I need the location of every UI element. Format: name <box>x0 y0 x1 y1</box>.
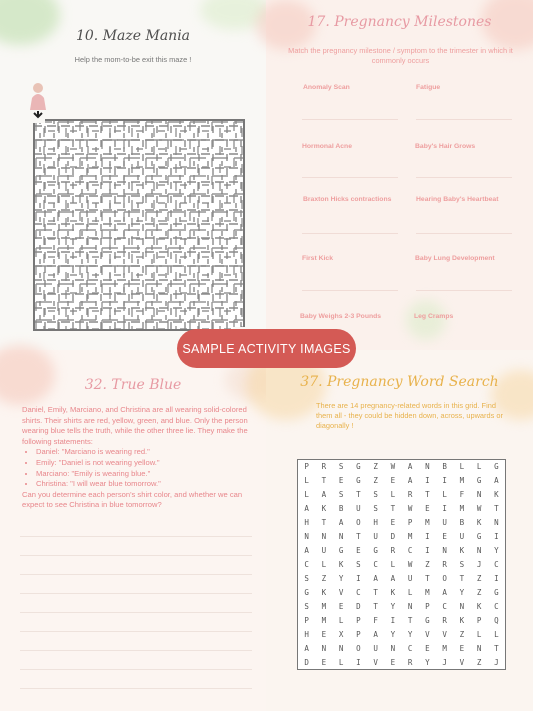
grid-letter: S <box>338 490 344 500</box>
answer-line <box>416 119 512 120</box>
grid-letter: M <box>407 532 413 542</box>
writing-line <box>20 536 252 537</box>
grid-letter: C <box>356 587 361 597</box>
maze-subtitle: Help the mom-to-be exit this maze ! <box>74 55 192 64</box>
writing-line <box>20 631 252 632</box>
grid-letter: E <box>338 476 344 486</box>
grid-letter: A <box>407 476 413 486</box>
grid-letter: S <box>356 559 361 569</box>
grid-letter: C <box>373 559 378 569</box>
statement-item: • Marciano: "Emily is wearing blue." <box>36 469 254 480</box>
grid-letter: G <box>425 615 430 625</box>
grid-letter: Q <box>494 615 499 625</box>
grid-letter: A <box>442 587 447 597</box>
grid-letter: L <box>442 490 447 500</box>
grid-letter: M <box>425 587 430 597</box>
puzzle-question: Can you determine each person's shirt color, and whether we can expect to see Christina in blue tomorrow? <box>22 489 243 510</box>
grid-letter: T <box>321 518 327 528</box>
grid-letter: W <box>476 504 482 514</box>
statement-list <box>22 447 254 489</box>
grid-letter: K <box>476 518 482 528</box>
grid-letter: P <box>356 629 361 639</box>
sample-banner: SAMPLE ACTIVITY IMAGES <box>177 329 356 368</box>
grid-letter: M <box>321 601 327 611</box>
grid-letter: K <box>459 615 465 625</box>
writing-line <box>20 555 252 556</box>
milestone-item: Hormonal Acne <box>302 143 352 150</box>
grid-letter: E <box>442 532 447 542</box>
grid-letter: O <box>356 518 361 528</box>
grid-letter: F <box>373 615 378 625</box>
grid-letter: B <box>442 462 447 472</box>
grid-letter: P <box>304 462 309 472</box>
grid-letter: A <box>338 518 344 528</box>
grid-letter: M <box>442 643 447 653</box>
grid-letter: Z <box>476 657 482 667</box>
milestone-item: Hearing Baby's Heartbeat <box>416 196 499 203</box>
grid-letter: M <box>459 476 465 486</box>
milestone-item: Baby's Hair Grows <box>415 143 476 150</box>
grid-letter: T <box>494 504 499 514</box>
grid-letter: N <box>459 601 465 611</box>
maze-grid <box>33 119 245 331</box>
grid-letter: A <box>304 643 309 653</box>
grid-letter: Z <box>476 587 482 597</box>
writing-line <box>20 612 252 613</box>
grid-letter: K <box>494 490 499 500</box>
grid-letter: T <box>425 490 430 500</box>
grid-letter: O <box>442 573 447 583</box>
puzzle-text <box>22 405 254 511</box>
milestones-panel <box>266 0 533 350</box>
grid-letter: N <box>494 518 499 528</box>
grid-letter: Y <box>407 629 413 639</box>
grid-letter: R <box>407 490 413 500</box>
grid-letter: D <box>356 601 361 611</box>
grid-letter: R <box>407 657 413 667</box>
milestone-item: Baby Weighs 2-3 Pounds <box>300 313 382 320</box>
writing-line <box>20 669 252 670</box>
grid-letter: A <box>373 629 378 639</box>
grid-letter: N <box>321 532 327 542</box>
grid-letter: E <box>338 601 344 611</box>
grid-letter: I <box>425 532 430 542</box>
grid-letter: C <box>407 546 413 556</box>
grid-letter: N <box>476 546 482 556</box>
grid-letter: U <box>442 518 447 528</box>
true-blue-title: 32. True Blue <box>84 377 182 393</box>
grid-letter: U <box>373 643 378 653</box>
milestones-title: 17. Pregnancy Milestones <box>307 14 492 30</box>
grid-letter: O <box>356 643 361 653</box>
grid-letter: S <box>338 462 344 472</box>
grid-letter: U <box>321 546 327 556</box>
grid-letter: T <box>373 587 378 597</box>
grid-letter: J <box>442 657 447 667</box>
grid-letter: K <box>476 601 482 611</box>
grid-letter: P <box>304 615 309 625</box>
grid-letter: L <box>494 629 499 639</box>
grid-letter: T <box>494 643 499 653</box>
grid-letter: L <box>338 657 344 667</box>
statement-item: • Daniel: "Marciano is wearing red." <box>36 447 254 458</box>
grid-letter: E <box>390 657 396 667</box>
grid-letter: A <box>494 476 499 486</box>
grid-letter: K <box>321 504 327 514</box>
grid-letter: N <box>442 546 447 556</box>
word-search-title: 37. Pregnancy Word Search <box>300 374 499 390</box>
grid-letter: B <box>459 518 465 528</box>
grid-letter: R <box>321 462 327 472</box>
leaf-decoration <box>406 300 446 340</box>
grid-letter: V <box>442 629 447 639</box>
grid-letter: T <box>373 601 378 611</box>
grid-letter: G <box>494 587 499 597</box>
grid-letter: C <box>442 601 447 611</box>
grid-letter: E <box>390 476 396 486</box>
grid-letter: P <box>476 615 482 625</box>
writing-line <box>20 593 252 594</box>
grid-letter: P <box>356 615 361 625</box>
grid-letter: T <box>459 573 465 583</box>
grid-letter: N <box>390 643 396 653</box>
grid-letter: E <box>390 518 396 528</box>
grid-letter: C <box>494 559 499 569</box>
grid-letter: N <box>338 643 344 653</box>
grid-letter: W <box>407 504 413 514</box>
grid-letter: S <box>304 601 309 611</box>
milestone-item: Anomaly Scan <box>303 84 350 91</box>
grid-letter: G <box>304 587 309 597</box>
grid-letter: S <box>373 504 378 514</box>
answer-line <box>416 290 512 291</box>
grid-letter: I <box>442 476 447 486</box>
grid-letter: C <box>494 601 499 611</box>
grid-letter: U <box>356 504 361 514</box>
grid-letter: Y <box>494 546 499 556</box>
grid-letter: L <box>407 587 413 597</box>
grid-letter: Y <box>390 629 396 639</box>
statement-item: • Emily: "Daniel is not wearing yellow." <box>36 458 254 469</box>
grid-letter: G <box>373 546 378 556</box>
maze-title: 10. Maze Mania <box>75 28 191 44</box>
grid-letter: K <box>390 587 396 597</box>
grid-letter: V <box>373 657 378 667</box>
grid-letter: N <box>407 601 413 611</box>
grid-letter: S <box>373 490 378 500</box>
grid-letter: I <box>494 532 499 542</box>
grid-letter: A <box>321 490 327 500</box>
grid-letter: R <box>390 546 396 556</box>
grid-letter: C <box>407 643 413 653</box>
grid-letter: T <box>407 615 413 625</box>
grid-letter: H <box>304 629 309 639</box>
grid-letter: S <box>459 559 465 569</box>
grid-letter: N <box>476 490 482 500</box>
grid-letter: D <box>304 657 309 667</box>
answer-line <box>416 177 512 178</box>
grid-letter: Y <box>425 657 430 667</box>
milestone-item: First Kick <box>302 255 333 262</box>
grid-letter: I <box>494 573 499 583</box>
grid-letter: L <box>304 490 309 500</box>
grid-letter: X <box>338 629 344 639</box>
grid-letter: Z <box>459 629 465 639</box>
grid-letter: Y <box>459 587 465 597</box>
grid-letter: U <box>407 573 413 583</box>
grid-letter: S <box>304 573 309 583</box>
grid-letter: L <box>338 615 344 625</box>
grid-letter: L <box>459 462 465 472</box>
grid-letter: L <box>321 559 327 569</box>
grid-letter: H <box>304 518 309 528</box>
answer-line <box>302 119 398 120</box>
grid-letter: W <box>390 462 396 472</box>
grid-letter: T <box>356 532 361 542</box>
grid-letter: V <box>425 629 430 639</box>
grid-letter: Z <box>425 559 430 569</box>
grid-letter: L <box>304 476 309 486</box>
grid-letter: T <box>356 490 361 500</box>
grid-letter: N <box>425 462 430 472</box>
statement-item: • Christina: "I will wear blue tomorrow." <box>36 479 254 490</box>
grid-letter: A <box>407 462 413 472</box>
grid-letter: M <box>459 504 465 514</box>
grid-letter: U <box>373 532 378 542</box>
milestone-item: Fatigue <box>416 84 441 91</box>
grid-letter: W <box>407 559 413 569</box>
grid-letter: Y <box>390 601 396 611</box>
grid-letter: J <box>476 559 482 569</box>
grid-letter: K <box>338 559 344 569</box>
flower-decoration <box>0 345 55 405</box>
grid-letter: Y <box>338 573 344 583</box>
grid-letter: K <box>321 587 327 597</box>
milestone-item: Braxton Hicks contractions <box>303 196 392 203</box>
grid-letter: A <box>304 546 309 556</box>
grid-letter: Z <box>476 573 482 583</box>
grid-letter: I <box>442 504 447 514</box>
writing-line <box>20 574 252 575</box>
grid-letter: I <box>425 546 430 556</box>
grid-letter: G <box>356 462 361 472</box>
grid-letter: L <box>476 629 482 639</box>
grid-letter: K <box>459 546 465 556</box>
grid-letter: E <box>321 657 327 667</box>
grid-letter: P <box>407 518 413 528</box>
grid-letter: M <box>321 615 327 625</box>
grid-letter: I <box>356 657 361 667</box>
puzzle-intro: Daniel, Emily, Marciano, and Christina are all wearing solid-colored shirts. Their shirts are red, yellow, green, and blue. Only the person wearing blue tells the truth, while the other three lie. They make the following statements: <box>22 405 248 446</box>
milestone-item: Baby Lung Development <box>415 255 495 262</box>
grid-letter: Z <box>321 573 327 583</box>
grid-letter: T <box>390 504 396 514</box>
grid-letter: Z <box>373 476 378 486</box>
answer-line <box>302 177 398 178</box>
maze-panel <box>0 0 266 350</box>
answer-line <box>302 233 398 234</box>
true-blue-panel <box>0 350 266 711</box>
grid-letter: A <box>304 504 309 514</box>
grid-letter: B <box>338 504 344 514</box>
grid-letter: E <box>459 643 465 653</box>
grid-letter: A <box>390 573 396 583</box>
answer-line <box>302 290 398 291</box>
grid-letter: L <box>390 559 396 569</box>
grid-letter: G <box>338 546 344 556</box>
grid-letter: M <box>425 518 430 528</box>
grid-letter: E <box>356 546 361 556</box>
grid-letter: G <box>476 476 482 486</box>
writing-line <box>20 688 252 689</box>
grid-letter: N <box>321 643 327 653</box>
grid-letter: N <box>304 532 309 542</box>
grid-letter: D <box>390 532 396 542</box>
grid-letter: P <box>425 601 430 611</box>
grid-letter: E <box>425 643 430 653</box>
grid-letter: G <box>476 532 482 542</box>
grid-letter: N <box>338 532 344 542</box>
grid-letter: I <box>425 476 430 486</box>
grid-letter: J <box>494 657 499 667</box>
grid-letter: V <box>338 587 344 597</box>
grid-letter: G <box>494 462 499 472</box>
grid-letter: L <box>476 462 482 472</box>
grid-letter: G <box>356 476 361 486</box>
writing-line <box>20 650 252 651</box>
grid-letter: T <box>425 573 430 583</box>
grid-letter: E <box>321 629 327 639</box>
grid-letter: R <box>442 559 447 569</box>
grid-letter: E <box>425 504 430 514</box>
milestones-instructions: Match the pregnancy milestone / symptom to the trimester in which it commonly occurs <box>288 46 513 65</box>
grid-letter: T <box>321 476 327 486</box>
word-search-grid <box>297 459 506 670</box>
grid-letter: A <box>373 573 378 583</box>
grid-letter: I <box>356 573 361 583</box>
grid-letter: I <box>390 615 396 625</box>
grid-letter: V <box>459 657 465 667</box>
milestone-item: Leg Cramps <box>414 313 454 320</box>
mom-figure-icon <box>28 80 52 120</box>
grid-letter: Z <box>373 462 378 472</box>
grid-letter: U <box>459 532 465 542</box>
grid-letter: L <box>390 490 396 500</box>
answer-line <box>416 233 512 234</box>
grid-letter: N <box>476 643 482 653</box>
word-search-instructions: There are 14 pregnancy-related words in this grid. Find them all - they could be hidden down, across, upwards or diagonally ! <box>316 401 503 430</box>
grid-letter: H <box>373 518 378 528</box>
grid-letter: R <box>442 615 447 625</box>
grid-letter: C <box>304 559 309 569</box>
grid-letter: F <box>459 490 465 500</box>
